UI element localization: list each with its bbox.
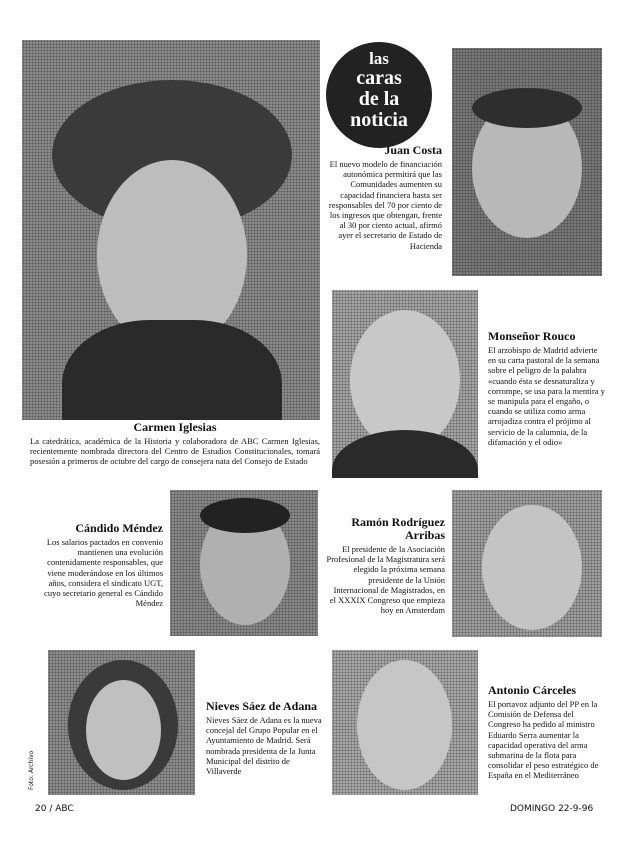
body-text: Los salarios pactados en convenio mantienen una evolución contenidamente responsables, que viene moderándose en los últimos años, considera el sindicato UGT, cuyo secretario general es Cándido Méndez <box>44 537 163 609</box>
body-text: El portavoz adjunto del PP en la Comisión de Defensa del Congreso ha pedido al ministro Eduardo Serra aumentar la capacidad operativa del arma submarina de la flota para consolidar el peso estratégico de España en el Mediterráneo <box>488 699 599 781</box>
body-text: El nuevo modelo de financiación autonómica permitirá que las Comunidades aumenten su capacidad financiera hasta ser responsables del 70 por ciento de los ingresos que obtengan, frente al 30 por ciento actual, afirmó ayer el secretario de Estado de Hacienda <box>328 159 442 251</box>
photo-credit: Foto: Archivo <box>28 750 35 790</box>
headline: Antonio Cárceles <box>488 683 577 697</box>
headline: Cándido Méndez <box>75 521 163 535</box>
headline: Juan Costa <box>384 143 442 157</box>
photo-nieves-saez-de-adana <box>48 650 195 795</box>
photo-monsenor-rouco <box>332 290 478 478</box>
body-text: Nieves Sáez de Adana es la nueva concejal del Grupo Popular en el Ayuntamiento de Madrid. Será nombrada presidenta de la Junta Municipal del distrito de Villaverde <box>206 715 322 777</box>
headline: Carmen Iglesias <box>133 420 217 434</box>
logo-text: las <box>369 49 389 68</box>
headline: Monseñor Rouco <box>488 329 576 343</box>
photo-carmen-iglesias <box>22 40 320 420</box>
article-monsenor-rouco <box>488 330 606 447</box>
body-text: La catedrática, académica de la Historia y colaboradora de ABC Carmen Iglesias, recientemente nombrada directora del Centro de Estudios Constitucionales, tomará posesión a primeros de octubre del cargo de consejera nata del Consejo de Estado <box>30 436 320 467</box>
logo-text: noticia <box>350 109 408 131</box>
logo-text: caras <box>356 67 402 89</box>
issue-date: DOMINGO 22-9-96 <box>510 804 594 814</box>
photo-antonio-carceles <box>332 650 478 795</box>
photo-ramon-rodriguez-arribas <box>452 490 602 637</box>
article-ramon-rodriguez-arribas <box>326 516 445 615</box>
photo-juan-costa <box>452 48 602 276</box>
article-candido-mendez <box>35 522 163 608</box>
headline: Nieves Sáez de Adana <box>206 699 317 713</box>
logo-text: de la <box>358 88 400 110</box>
article-nieves-saez-de-adana <box>206 700 322 776</box>
body-text: El arzobispo de Madrid advierte en su carta pastoral de la semana sobre el peligro de la palabra «cuando ésta se desnaturaliza y corrompe, se usa para la mentira y se manipula para el engaño, o cuando se utiliza como arma arrojadiza contra el prójimo al servicio de la calumnia, de la difamación y el odio» <box>488 345 605 447</box>
article-carmen-iglesias <box>30 421 320 467</box>
page-number: 20 / ABC <box>35 804 74 814</box>
photo-candido-mendez <box>170 490 318 636</box>
article-juan-costa <box>326 144 442 251</box>
las-caras-de-la-noticia-logo <box>326 42 432 148</box>
article-antonio-carceles <box>488 684 606 781</box>
body-text: El presidente de la Asociación Profesional de la Magistratura será elegido la próxima semana presidente de la Unión Internacional de Magistrados, en el XXXIX Congreso que empieza hoy en Amsterdam <box>326 544 445 616</box>
headline: Ramón Rodríguez Arribas <box>351 515 445 542</box>
